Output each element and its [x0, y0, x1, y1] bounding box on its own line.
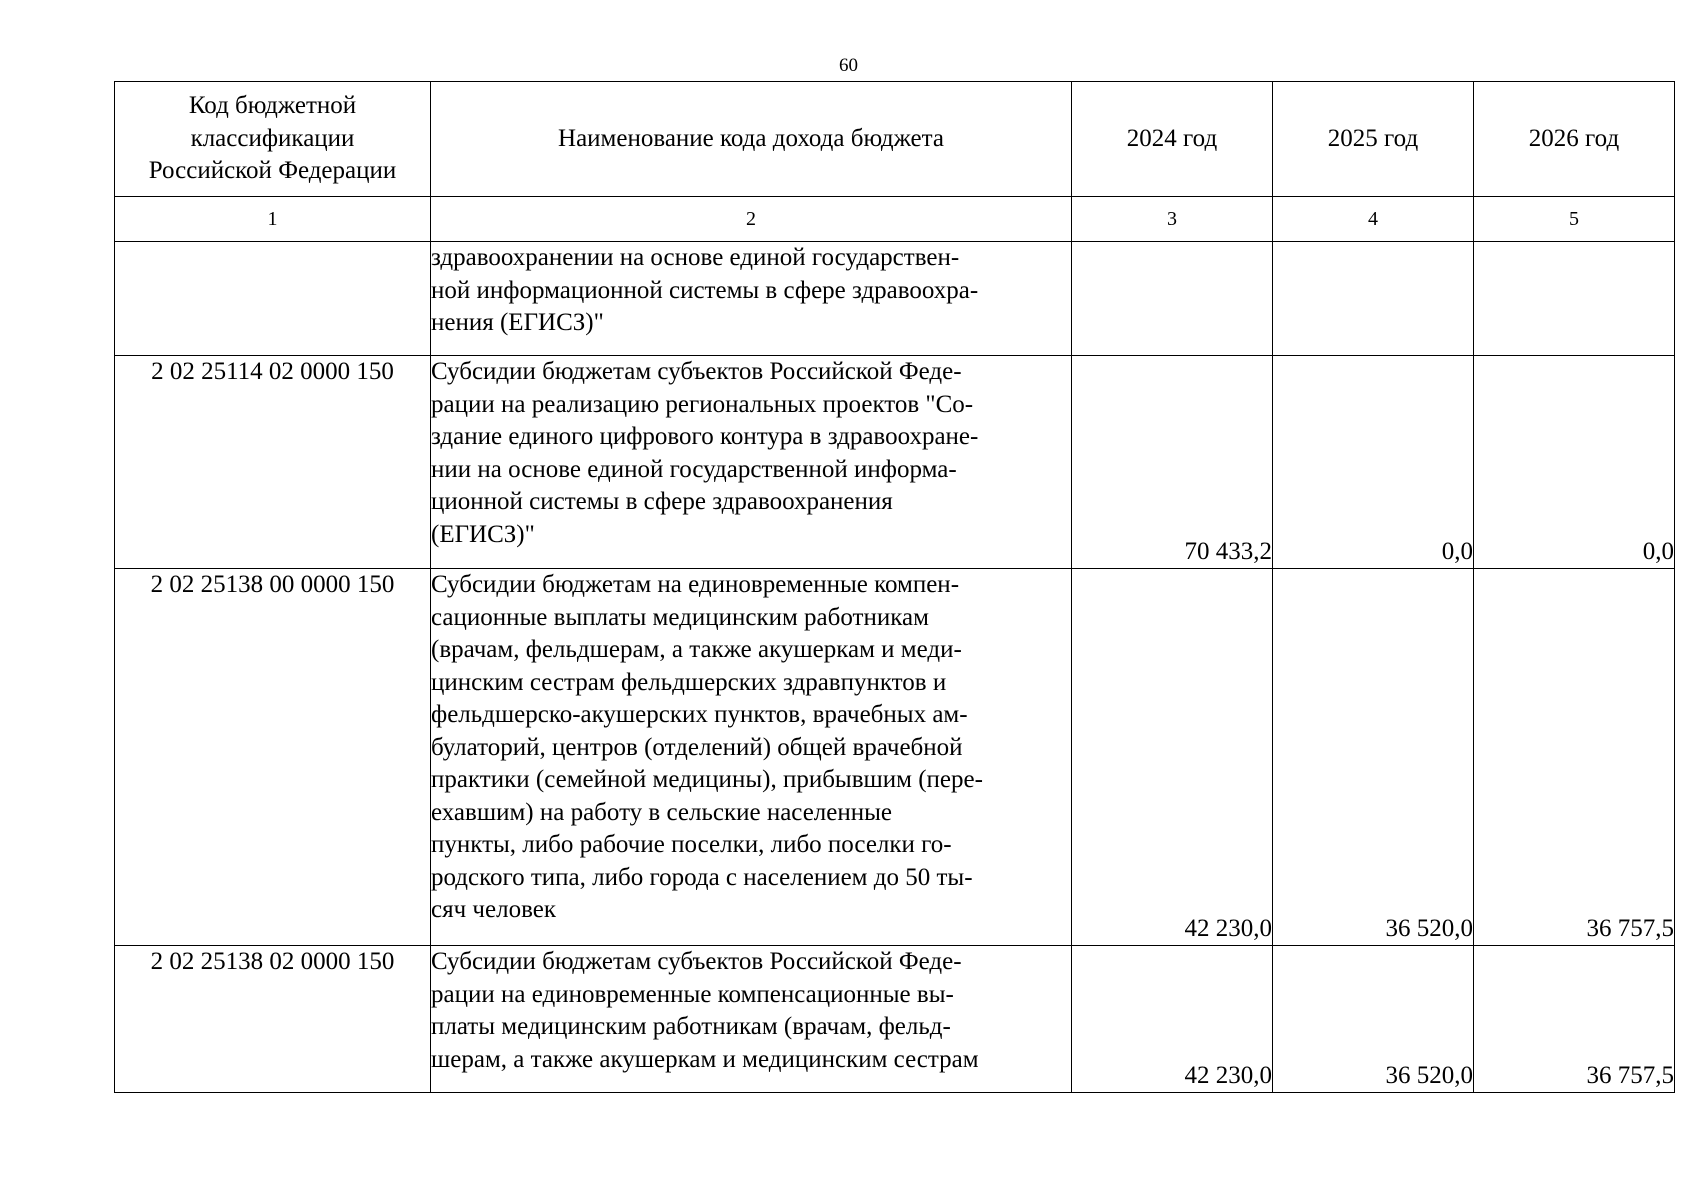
income-name-cell — [431, 242, 1072, 356]
header-year-2024: 2024 год — [1072, 82, 1273, 197]
column-number: 1 — [115, 197, 431, 242]
column-number: 3 — [1072, 197, 1273, 242]
income-name-line: Субсидии бюджетам на единовременные компен- — [431, 571, 960, 598]
column-number: 5 — [1474, 197, 1675, 242]
value-2024-cell: 42 230,0 — [1072, 946, 1273, 1093]
table-row — [115, 242, 1675, 356]
income-name-cell — [431, 356, 1072, 569]
value-2025-cell: 36 520,0 — [1273, 946, 1474, 1093]
value-2026-cell: 36 757,5 — [1474, 569, 1675, 946]
header-budget-code-line: Код бюджетной — [188, 92, 357, 120]
value-2026-cell: 36 757,5 — [1474, 946, 1675, 1093]
value-2024-cell: 42 230,0 — [1072, 569, 1273, 946]
table-row — [115, 569, 1675, 946]
income-name-cell — [431, 569, 1072, 946]
column-number-row — [115, 197, 1675, 242]
value-2025-cell — [1273, 242, 1474, 356]
value-2024-cell — [1072, 242, 1273, 356]
income-name-line: Субсидии бюджетам субъектов Российской Феде- — [431, 358, 962, 385]
income-name-line: шерам, а также акушеркам и медицинским сестрам — [431, 1045, 979, 1073]
budget-code-cell: 2 02 25114 02 0000 150 — [115, 356, 431, 569]
income-name-line: (ЕГИСЗ)" — [431, 520, 535, 548]
income-name-line: сационные выплаты медицинским работникам — [431, 603, 929, 631]
table-header-row — [115, 82, 1675, 197]
income-name-line: (врачам, фельдшерам, а также акушеркам и меди- — [431, 636, 962, 663]
income-name-line: платы медицинским работникам (врачам, фельд- — [431, 1013, 951, 1040]
income-name-line: здание единого цифрового контура в здравоохране- — [431, 423, 979, 450]
page-number: 60 — [839, 55, 858, 76]
budget-income-table — [114, 81, 1675, 1093]
header-year-2026: 2026 год — [1474, 82, 1675, 197]
budget-code-cell: 2 02 25138 02 0000 150 — [115, 946, 431, 1093]
income-name-line: родского типа, либо города с населением до 50 ты- — [431, 863, 973, 891]
income-name-line: ехавшим) на работу в сельские населенные — [431, 798, 893, 826]
income-name-line: практики (семейной медицины), прибывшим (пере- — [431, 766, 983, 793]
column-number: 2 — [431, 197, 1072, 242]
header-budget-code-line: классификации — [190, 124, 355, 152]
header-budget-code-line: Российской Федерации — [148, 157, 397, 185]
table-row — [115, 356, 1675, 569]
income-name-cell — [431, 946, 1072, 1093]
income-name-line: нии на основе единой государственной информа- — [431, 455, 957, 483]
value-2026-cell: 0,0 — [1474, 356, 1675, 569]
income-name-line: фельдшерско-акушерских пунктов, врачебных ам- — [431, 701, 968, 728]
income-name-line: ционной системы в сфере здравоохранения — [431, 488, 893, 515]
column-number: 4 — [1273, 197, 1474, 242]
value-2025-cell: 0,0 — [1273, 356, 1474, 569]
income-name-line: нения (ЕГИСЗ)" — [431, 309, 604, 336]
income-name-line: булаторий, центров (отделений) общей врачебной — [431, 733, 963, 761]
value-2024-cell: 70 433,2 — [1072, 356, 1273, 569]
income-name-line: сяч человек — [431, 896, 556, 923]
income-name-line: рации на реализацию региональных проектов "Со- — [431, 390, 974, 418]
value-2026-cell — [1474, 242, 1675, 356]
income-name-line: Субсидии бюджетам субъектов Российской Феде- — [431, 948, 962, 975]
header-year-2025: 2025 год — [1273, 82, 1474, 197]
income-name-line: пункты, либо рабочие поселки, либо поселки го- — [431, 831, 952, 858]
income-name-line: рации на единовременные компенсационные вы- — [431, 980, 954, 1008]
header-budget-code — [115, 82, 431, 197]
value-2025-cell: 36 520,0 — [1273, 569, 1474, 946]
budget-code-cell: 2 02 25138 00 0000 150 — [115, 569, 431, 946]
budget-code-cell — [115, 242, 431, 356]
income-name-line: ной информационной системы в сфере здравоохра- — [431, 276, 979, 304]
income-name-line: цинским сестрам фельдшерских здравпунктов и — [431, 668, 947, 696]
table-row — [115, 946, 1675, 1093]
income-name-line: здравоохранении на основе единой государствен- — [431, 244, 960, 271]
header-income-name: Наименование кода дохода бюджета — [431, 82, 1072, 197]
